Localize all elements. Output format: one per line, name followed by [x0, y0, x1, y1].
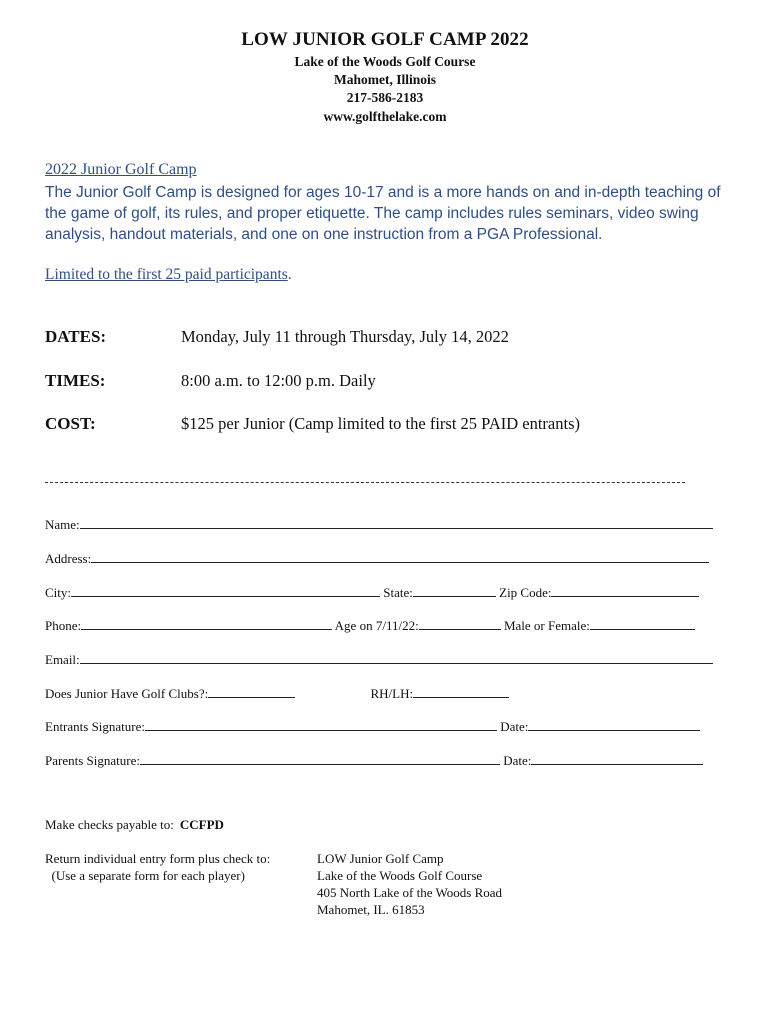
name-field[interactable] [80, 515, 713, 529]
return-note-text: (Use a separate form for each player) [51, 868, 245, 883]
age-field[interactable] [419, 616, 501, 630]
cost-label: COST: [45, 414, 96, 433]
checks-payable-line [45, 817, 224, 833]
mailing-address-line-3: 405 North Lake of the Woods Road [317, 885, 503, 900]
parent-date-label: Date: [503, 753, 532, 768]
times-value: 8:00 a.m. to 12:00 p.m. Daily [181, 371, 376, 390]
phone-label: Phone: [45, 618, 82, 633]
page-title: LOW JUNIOR GOLF CAMP 2022 [241, 29, 529, 50]
dates-value: Monday, July 11 through Thursday, July 14, 2022 [181, 327, 509, 346]
venue-location: Mahomet, Illinois [333, 72, 436, 87]
gender-field[interactable] [590, 616, 695, 630]
return-note [45, 868, 245, 884]
times-label: TIMES: [45, 371, 106, 390]
city-row [45, 583, 699, 601]
entrant-signature-row [45, 717, 700, 735]
venue-phone: 217-586-2183 [346, 90, 424, 105]
email-field[interactable] [80, 650, 713, 664]
hand-label: RH/LH: [370, 686, 414, 701]
entrant-signature-label: Entrants Signature: [45, 719, 146, 734]
age-label: Age on 7/11/22: [334, 618, 419, 633]
participant-limit [45, 266, 292, 284]
clubs-row [45, 684, 509, 702]
entrant-signature-field[interactable] [145, 717, 497, 731]
mailing-address-line-1: LOW Junior Golf Camp [317, 851, 444, 866]
venue-website-link[interactable]: www.golfthelake.com [323, 109, 447, 124]
camp-description: The Junior Golf Camp is designed for ages 10-17 and is a more hands on and in-depth teaching of the game of golf, its rules, and proper etiquette. The camp includes rules seminars, video swing analysis, handout materials, and one on one instruction from a PGA Professional. [45, 184, 721, 243]
return-instructions: Return individual entry form plus check to: [45, 851, 271, 866]
checks-payee: CCFPD [179, 817, 224, 832]
venue-name: Lake of the Woods Golf Course [294, 54, 476, 69]
name-row [45, 515, 713, 533]
zip-label: Zip Code: [499, 585, 552, 600]
phone-field[interactable] [81, 616, 332, 630]
email-label: Email: [45, 652, 80, 667]
cost-value: $125 per Junior (Camp limited to the first 25 PAID entrants) [181, 414, 581, 433]
state-label: State: [383, 585, 413, 600]
address-row [45, 549, 709, 567]
hand-field[interactable] [413, 684, 509, 698]
name-label: Name: [45, 517, 80, 532]
phone-row [45, 616, 695, 634]
parent-signature-label: Parents Signature: [45, 753, 140, 768]
checks-payable-label: Make checks payable to: [45, 817, 174, 832]
parent-signature-field[interactable] [140, 751, 500, 765]
dates-label: DATES: [45, 327, 107, 346]
gender-label: Male or Female: [503, 618, 590, 633]
address-label: Address: [45, 551, 92, 566]
city-field[interactable] [71, 583, 380, 597]
address-field[interactable] [91, 549, 709, 563]
mailing-address-line-4: Mahomet, IL. 61853 [317, 902, 425, 917]
state-field[interactable] [413, 583, 496, 597]
city-label: City: [45, 585, 72, 600]
entrant-date-field[interactable] [528, 717, 700, 731]
camp-heading: 2022 Junior Golf Camp [45, 161, 197, 178]
clubs-label: Does Junior Have Golf Clubs?: [45, 686, 209, 701]
parent-date-field[interactable] [531, 751, 703, 765]
participant-limit-text: Limited to the first 25 paid participants [45, 266, 288, 283]
participant-limit-punct: . [287, 266, 292, 283]
parent-signature-row [45, 751, 703, 769]
mailing-address-line-2: Lake of the Woods Golf Course [317, 868, 483, 883]
cut-line-divider [45, 482, 685, 483]
zip-field[interactable] [551, 583, 699, 597]
entrant-date-label: Date: [500, 719, 529, 734]
clubs-field[interactable] [208, 684, 295, 698]
email-row [45, 650, 713, 668]
